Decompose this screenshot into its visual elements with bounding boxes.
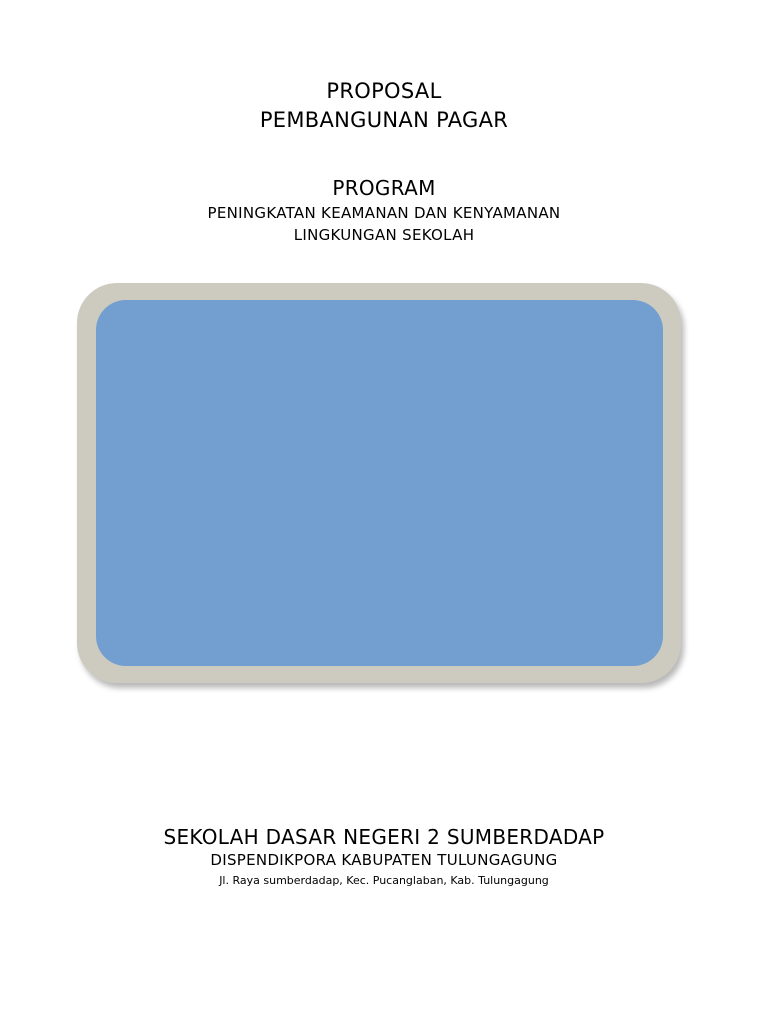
school-agency: DISPENDIKPORA KABUPATEN TULUNGAGUNG [210, 851, 558, 869]
program-description-line-1: PENINGKATAN KEAMANAN DAN KENYAMANAN [207, 204, 561, 222]
proposal-title: PROPOSAL [326, 79, 442, 103]
program-heading: PROGRAM [332, 176, 436, 200]
image-placeholder [96, 300, 663, 666]
school-name: SEKOLAH DASAR NEGERI 2 SUMBERDADAP [163, 825, 605, 849]
school-address: Jl. Raya sumberdadap, Kec. Pucanglaban, Kab. Tulungagung [219, 874, 549, 887]
program-description-line-2: LINGKUNGAN SEKOLAH [293, 226, 475, 244]
proposal-subject: PEMBANGUNAN PAGAR [259, 108, 509, 132]
